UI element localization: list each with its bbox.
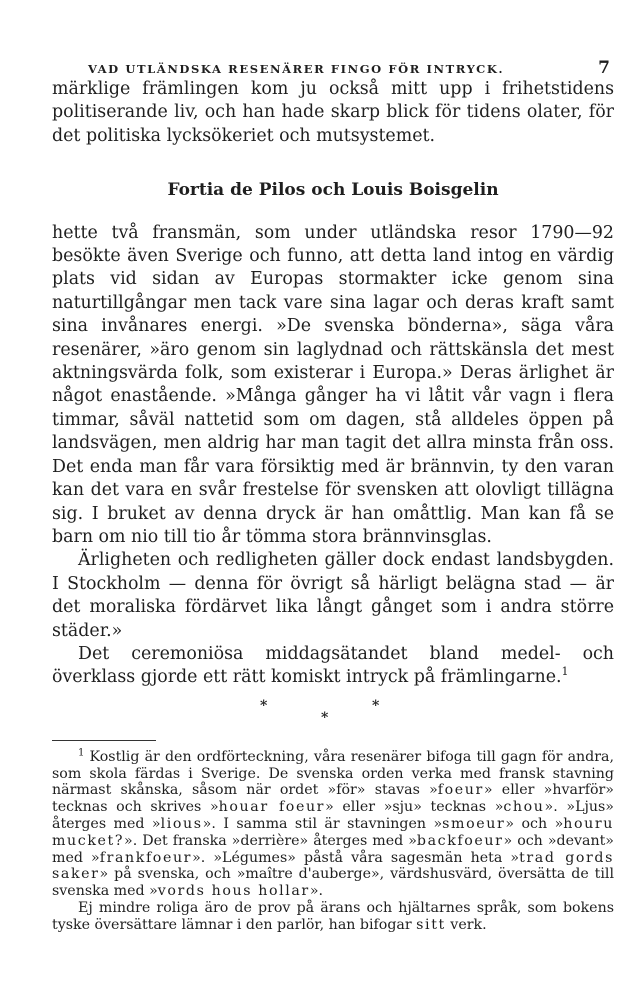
asterism — [52, 698, 614, 728]
paragraph-text: Det ceremoniösa middagsätandet bland medel- och överklass gjorde ett rätt komiskt intryck på främlingarne. — [52, 643, 614, 688]
footnote-1: $^1$ Kostlig är den ordförteckning, våra resenärer bifoga till gagn för andra, som skola färdas i Sverige. De svenska orden verka med fransk stavning närmast skånska, såsom när ordet »för» stavas »foeur» eller »hvarför» tecknas och skrives »houar foeur» eller »sju» tecknas »chou». »Ljus» återges med »lious». I samma stil är stavningen »smoeur» och »houru mucket?». Det franska »derrière» återges med »backfoeur» och »devant» med »frankfoeur». »Légumes» påstå våra sagesmän heta »trad gords saker» på svenska, och »maître d'auberge», värdshusvärd, översätta de till svenska med »vords hous hollar». — [52, 747, 614, 900]
page-number: 7 — [598, 58, 610, 78]
asterism-star: * — [321, 709, 329, 726]
intro-paragraph: märklige främlingen kom ju också mitt upp i frihetstidens politiserande liv, och han hade skarp blick för tidens olater, för det politiska lycksökeriet och mutsystemet. — [52, 79, 614, 146]
page — [52, 58, 614, 934]
asterism-star: * — [372, 697, 380, 714]
footnotes — [52, 749, 614, 934]
paragraph — [52, 643, 614, 690]
footnote-2: Ej mindre roliga äro de prov på ärans och hjältarnes språk, som bokens tyske översättare lämnar i den parlör, han bifogar sitt verk. — [52, 899, 614, 933]
footnote-marker: 1 — [78, 747, 85, 759]
paragraph: Ärligheten och redligheten gäller dock endast landsbygden. I Stockholm — denna för övrigt så härligt belägna stad — är det moraliska fördärvet lika långt gånget som i andra större städer.» — [52, 550, 614, 641]
running-header — [52, 58, 614, 78]
body-text — [52, 78, 614, 690]
running-title: VAD UTLÄNDSKA RESENÄRER FINGO FÖR INTRYCK. — [88, 62, 505, 76]
section-heading: Fortia de Pilos och Louis Boisgelin — [167, 180, 499, 201]
footnote-reference: 1 — [561, 665, 569, 679]
paragraph: hette två fransmän, som under utländska resor 1790—92 besökte även Sverige och funno, att detta land intog en värdig plats vid sidan av Europas stormakter icke genom sina naturtillgångar men tack vare sina lagar och deras kraft samt sina invånares energi. »De svenska bönderna», säga våra resenärer, »äro genom sin laglydnad och rättskänsla det mest aktningsvärda folk, som existerar i Europa.» Deras ärlighet är något enastående. »Många gånger ha vi låtit vår vagn i flera timmar, såväl nattetid som om dagen, stå alldeles öppen på landsvägen, men aldrig har man tagit det allra minsta från oss. Det enda man får vara försiktig med är brännvin, ty den varan kan det vara en svår frestelse för svensken att olovligt tillägna sig. I bruket av denna dryck är han omåttlig. Man kan få se barn om nio till tio år tömma stora brännvinsglas. — [52, 222, 614, 547]
footnote-divider — [52, 740, 156, 741]
asterism-star: * — [260, 697, 268, 714]
